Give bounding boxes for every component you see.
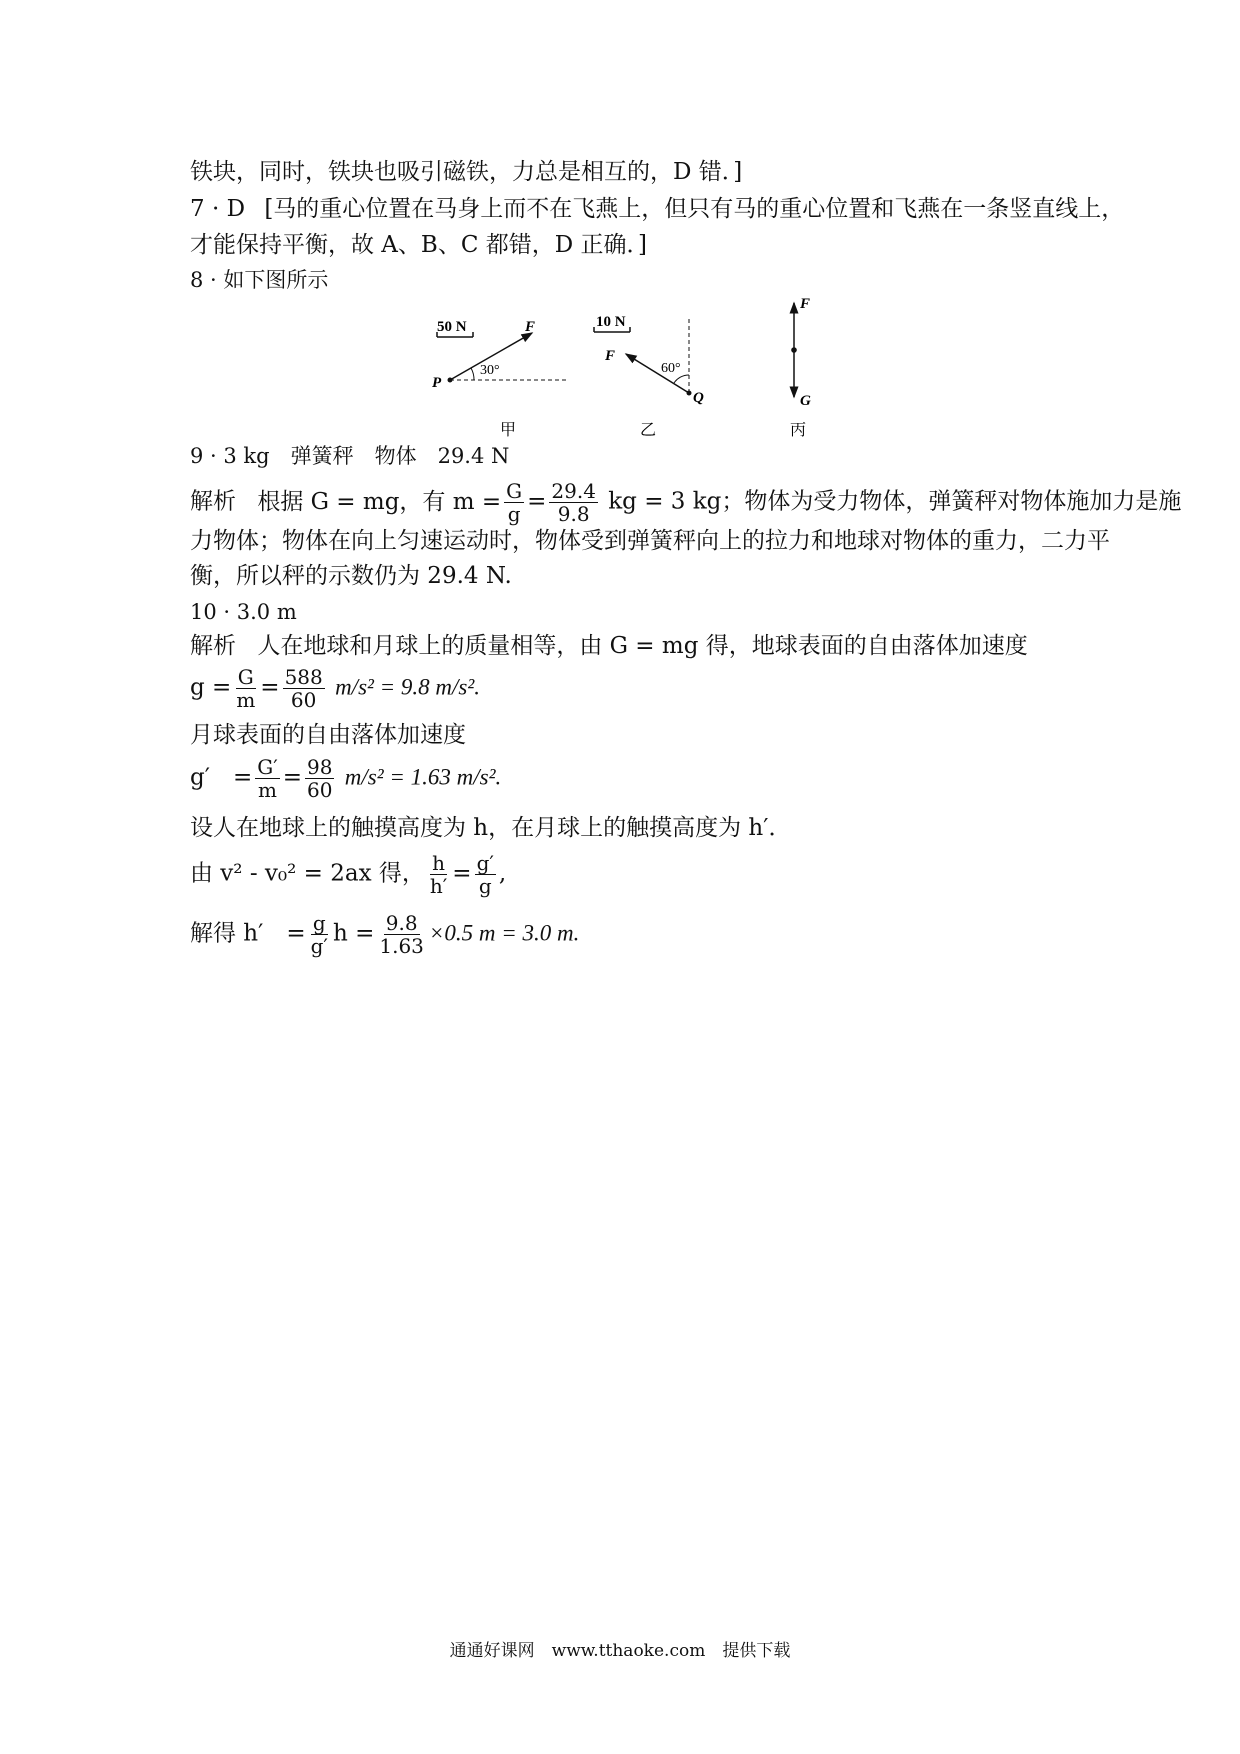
eq-rhs: ×0.5 m = 3.0 m. <box>428 920 580 946</box>
q8-line: 8 · 如下图所示 <box>190 268 329 292</box>
frac-numerator: g <box>312 911 326 935</box>
eq-end: , <box>498 860 507 887</box>
q7-text1: [马的重心位置在马身上而不在飞燕上，但只有马的重心位置和飞燕在一条竖直线上， <box>264 196 1125 222</box>
q10-answer: 10 · 3.0 m <box>190 600 297 624</box>
frac-denominator: g′ <box>310 934 328 958</box>
q9-text-a: 根据 G = mg，有 m = <box>257 488 502 515</box>
q10-earth-g-equation: g = $\frac{G}{m}$ = $\frac{588}{60}$ m/s² = 9.8 m/s². <box>190 665 481 712</box>
eq-lhs: 由 v² - v₀² = 2ax 得， <box>190 860 425 887</box>
equals-sign: = <box>527 488 547 515</box>
q9-fraction-values <box>549 480 598 525</box>
fraction-98-over-60 <box>305 756 334 801</box>
fraction-g-over-gprime <box>309 912 330 957</box>
yi-point <box>687 391 692 396</box>
bing-bottom-label: G <box>800 393 811 409</box>
q7-number: 7 · D <box>190 196 246 222</box>
yi-force-label: F <box>605 348 616 364</box>
q7-line2: 才能保持平衡，故 A、B、C 都错，D 正确．] <box>190 232 647 258</box>
yi-scale: 10 N <box>596 314 626 330</box>
q9-line2: 力物体；物体在向上匀速运动时，物体受到弹簧秤向上的拉力和地球对物体的重力，二力平 <box>190 528 1110 554</box>
eq-lhs: 解得 h′ = <box>190 920 306 947</box>
jia-point <box>448 378 453 383</box>
frac-numerator: 588 <box>284 665 323 689</box>
frac-numerator: h <box>432 851 446 875</box>
diagram-bing <box>790 296 811 439</box>
bing-caption: 丙 <box>790 422 807 439</box>
eq-lhs: g′ = <box>190 764 253 791</box>
q10-text1: 人在地球和月球上的质量相等，由 G = mg 得，地球表面的自由落体加速度 <box>257 633 1028 659</box>
page-footer: 通通好课网 www.tthaoke.com 提供下载 <box>449 1641 791 1661</box>
q10-moon-label: 月球表面的自由落体加速度 <box>190 722 466 748</box>
frac-numerator: g′ <box>476 851 494 875</box>
jia-force-label: F <box>525 319 536 335</box>
yi-caption: 乙 <box>640 422 657 439</box>
jia-scale: 50 N <box>437 319 467 335</box>
fraction-h-over-hprime <box>428 852 449 897</box>
jia-caption: 甲 <box>500 422 517 439</box>
frac-denominator: 1.63 <box>379 934 424 958</box>
frac-denominator: 9.8 <box>557 502 590 526</box>
frac-numerator: G <box>237 665 254 689</box>
diagram-yi <box>594 314 704 439</box>
frac-denominator: g <box>507 502 521 526</box>
fraction-588-over-60 <box>283 666 325 711</box>
q10-jiexi-label: 解析 <box>190 633 236 659</box>
frac-numerator: 9.8 <box>385 911 418 935</box>
bing-top-label: F <box>800 296 811 312</box>
jia-point-label: P <box>432 375 442 391</box>
yi-angle-label: 60° <box>661 361 681 376</box>
q10-derivation-line: 由 v² - v₀² = 2ax 得， $\frac{h}{h'}$ = $\frac{g'}{g}$ , <box>190 851 507 898</box>
q9-line3: 衡，所以秤的示数仍为 29.4 N. <box>190 563 512 589</box>
q9-text-b: kg = 3 kg；物体为受力物体，弹簧秤对物体施加力是施 <box>608 488 1182 515</box>
frac-numerator: G <box>506 479 523 503</box>
q9-fraction-G-over-g <box>504 480 524 525</box>
fraction-9.8-over-1.63 <box>377 912 426 957</box>
q9-answer: 9 · 3 kg 弹簧秤 物体 29.4 N <box>190 444 510 468</box>
frac-denominator: m <box>236 688 256 712</box>
frac-denominator: 60 <box>290 688 317 712</box>
bing-point <box>791 347 797 353</box>
q10-set-line: 设人在地球上的触摸高度为 h，在月球上的触摸高度为 h′． <box>190 815 792 841</box>
eq-lhs: g = <box>190 674 232 701</box>
frac-numerator: 98 <box>307 755 333 779</box>
frac-numerator: 29.4 <box>551 479 596 503</box>
force-diagrams <box>0 0 1240 450</box>
frac-denominator: h′ <box>429 874 448 898</box>
fraction-gprime-over-g <box>475 852 496 897</box>
fraction-G-over-m <box>234 666 257 711</box>
jia-angle-label: 30° <box>480 363 500 378</box>
q9-line1 <box>190 480 1181 525</box>
frac-numerator: G′ <box>257 755 278 779</box>
fraction-Gprime-over-m <box>255 756 280 801</box>
diagram-jia <box>432 319 567 439</box>
frac-denominator: 60 <box>307 778 333 802</box>
yi-point-label: Q <box>693 390 704 406</box>
eq-rhs: m/s² = 1.63 m/s². <box>344 764 502 790</box>
q9-jiexi-label: 解析 <box>190 488 236 515</box>
frac-denominator: g <box>478 874 492 898</box>
q10-solution-line <box>190 912 579 957</box>
eq-rhs: m/s² = 9.8 m/s². <box>335 674 481 700</box>
continued-answer-line: 铁块，同时，铁块也吸引磁铁，力总是相互的，D 错．] <box>190 159 743 185</box>
eq-mid: h = <box>332 920 375 947</box>
q10-line1 <box>190 632 1028 660</box>
q10-moon-g-equation: g′ = $\frac{G'}{m}$ = $\frac{98}{60}$ m/s² = 1.63 m/s². <box>190 755 502 802</box>
frac-denominator: m <box>258 778 277 802</box>
